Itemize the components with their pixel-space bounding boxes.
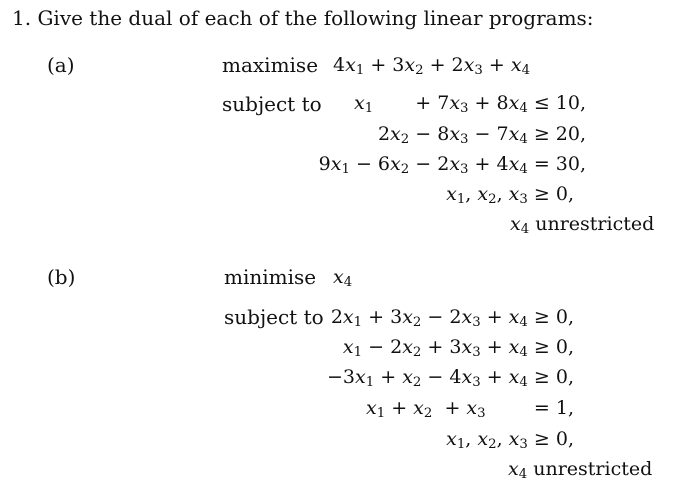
part-b-objective-word: minimise: [224, 265, 317, 289]
part-b-constraint-2: $x_1 - 2x_2 + 3x_3 + x_4 \ge 0$,: [342, 336, 574, 360]
part-a-label: (a): [47, 53, 75, 77]
part-b-constraint-1: $2x_1 + 3x_2 - 2x_3 + x_4 \ge 0$,: [330, 306, 574, 330]
part-b-label: (b): [47, 265, 76, 289]
part-b-unrestricted: $x_4$ unrestricted: [508, 458, 653, 482]
part-b-constraint-word: subject to: [224, 305, 324, 329]
part-a-constraint-1-x1: $x_1$: [354, 92, 374, 116]
part-a-unrestricted: $x_4$ unrestricted: [510, 213, 655, 237]
part-a-constraint-2: $2x_2 - 8x_3 - 7x_4 \ge 20$,: [377, 123, 586, 147]
part-b-objective: $x_4$: [333, 266, 353, 290]
part-a-constraint-1: + $7x_3 + 8x_4 \le 10$,: [397, 92, 586, 116]
question-title: 1. Give the dual of each of the following linear programs:: [12, 6, 594, 30]
part-a-constraint-word: subject to: [222, 92, 322, 116]
part-b-constraint-4: $x_1 + x_2 + x_3$ = 1,: [365, 397, 574, 421]
part-a-objective-word: maximise: [222, 53, 319, 77]
part-a-objective: $4x_1 + 3x_2 + 2x_3 + x_4$: [333, 54, 531, 78]
part-b-nonnegativity: $x_1$, $x_2$, $x_3 \ge 0$,: [446, 428, 574, 452]
part-a-constraint-3: $9x_1 - 6x_2 - 2x_3 + 4x_4 = 30$,: [318, 153, 586, 177]
part-a-nonnegativity: $x_1$, $x_2$, $x_3 \ge 0$,: [446, 183, 574, 207]
part-b-constraint-3: $-3x_1 + x_2 - 4x_3 + x_4 \ge 0$,: [327, 366, 574, 390]
